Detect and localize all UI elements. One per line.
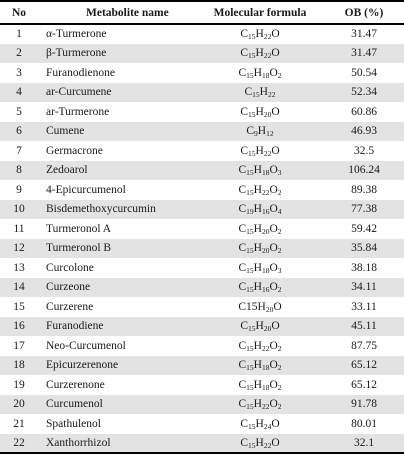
row-metabolite-name: Furanodiene <box>46 320 104 333</box>
row-no: 16 <box>13 320 25 333</box>
row-metabolite-name: Neo-Curcumenol <box>46 339 126 352</box>
formula-subscript: 22 <box>263 440 272 450</box>
header-row <box>0 1 404 24</box>
row-metabolite-name: Spathulenol <box>46 417 101 430</box>
formula-subscript: 15 <box>246 285 254 295</box>
row-ob-value: 46.93 <box>351 125 377 138</box>
formula-element: H <box>255 28 264 41</box>
row-metabolite-name: Epicurzerenone <box>46 359 119 372</box>
formula-subscript: 4 <box>277 207 282 217</box>
row-no: 8 <box>16 164 22 177</box>
formula-element: H <box>253 378 262 391</box>
formula-element: C <box>240 417 249 430</box>
formula-element: O <box>269 164 278 177</box>
formula-element: O <box>269 398 278 411</box>
formula-subscript: 20 <box>263 324 272 334</box>
table-row <box>0 24 404 44</box>
formula-element: O <box>273 300 282 313</box>
table-row <box>0 297 404 317</box>
row-metabolite-name: Cumene <box>46 125 85 138</box>
formula-subscript: 15 <box>246 226 254 236</box>
row-no: 11 <box>13 222 25 235</box>
row-no: 5 <box>16 105 22 118</box>
formula-subscript: 2 <box>277 343 282 353</box>
formula-element: C <box>238 339 247 352</box>
formula-element: H <box>259 86 268 99</box>
row-no: 4 <box>16 86 22 99</box>
row-ob-value: 32.1 <box>324 434 404 454</box>
formula-subscript: 22 <box>267 90 276 100</box>
row-ob-value: 77.38 <box>351 203 377 216</box>
formula-element: H <box>253 66 262 79</box>
formula-subscript: 15 <box>246 402 254 412</box>
formula-element: C <box>238 359 247 372</box>
formula-element: O <box>269 66 278 79</box>
row-no: 6 <box>16 125 22 138</box>
row-ob-value: 52.34 <box>351 86 377 99</box>
row-molecular-formula <box>196 375 324 395</box>
formula-subscript: 3 <box>277 265 282 275</box>
formula-subscript: 24 <box>263 421 272 431</box>
formula-element: C <box>240 28 249 41</box>
formula-subscript: 18 <box>261 265 270 275</box>
row-ob-value: 91.78 <box>351 398 377 411</box>
formula-subscript: 15 <box>248 51 256 61</box>
row-molecular-formula <box>196 200 324 220</box>
formula-subscript: 20 <box>265 304 274 314</box>
formula-subscript: 22 <box>261 187 270 197</box>
formula-subscript: 18 <box>261 168 270 178</box>
formula-element: C <box>238 378 247 391</box>
table-row <box>0 395 404 415</box>
row-molecular-formula <box>196 395 324 415</box>
formula-element: H <box>253 222 262 235</box>
table-row <box>0 414 404 434</box>
formula-subscript: 22 <box>263 51 272 61</box>
row-metabolite-name: β-Turmerone <box>46 47 107 60</box>
formula-subscript: 15 <box>246 168 254 178</box>
table-row <box>0 141 404 161</box>
formula-element: H <box>253 281 262 294</box>
formula-element: C <box>240 47 249 60</box>
formula-element: H <box>253 203 262 216</box>
row-no: 22 <box>0 434 38 454</box>
formula-element: H <box>257 125 267 138</box>
formula-subscript: 15 <box>246 363 254 373</box>
row-ob-value: 80.01 <box>351 417 377 430</box>
row-ob-value: 87.75 <box>351 339 377 352</box>
formula-subscript: 2 <box>277 226 282 236</box>
formula-subscript: 2 <box>277 382 282 392</box>
formula-subscript: 16 <box>261 207 270 217</box>
formula-element: C <box>240 144 249 157</box>
formula-element: H <box>255 47 264 60</box>
formula-element: H <box>255 105 264 118</box>
row-molecular-formula <box>196 278 324 298</box>
row-molecular-formula <box>196 258 324 278</box>
formula-subscript: 22 <box>263 32 272 42</box>
row-no: 1 <box>16 28 22 41</box>
formula-element: O <box>271 417 280 430</box>
table-row <box>0 336 404 356</box>
row-molecular-formula <box>196 317 324 337</box>
row-metabolite-name: ar-Curcumene <box>46 86 112 99</box>
row-ob-value: 106.24 <box>348 164 380 177</box>
table-row <box>0 200 404 220</box>
formula-element: O <box>269 359 278 372</box>
table-row <box>0 161 404 181</box>
table-body <box>0 24 404 453</box>
formula-subscript: 15 <box>248 421 256 431</box>
row-no: 18 <box>13 359 25 372</box>
table-row <box>0 122 404 142</box>
table-row <box>0 375 404 395</box>
formula-element: C <box>238 261 247 274</box>
table-row <box>0 317 404 337</box>
formula-subscript: 15 <box>246 187 254 197</box>
table-row <box>0 258 404 278</box>
formula-subscript: 2 <box>277 246 282 256</box>
formula-subscript: 2 <box>277 285 282 295</box>
row-molecular-formula <box>196 239 324 259</box>
formula-subscript: 22 <box>261 343 270 353</box>
formula-element: O <box>271 105 280 118</box>
table-row <box>0 63 404 83</box>
formula-element: O <box>269 242 278 255</box>
row-metabolite-name: Turmeronol A <box>46 222 112 235</box>
formula-element: C <box>246 125 255 138</box>
formula-subscript: 12 <box>266 129 274 139</box>
header-ob: OB (%) <box>324 1 404 24</box>
formula-element: O <box>271 47 280 60</box>
formula-subscript: 22 <box>261 402 270 412</box>
row-ob-value: 50.54 <box>351 66 377 79</box>
row-molecular-formula <box>196 180 324 200</box>
formula-subscript: 20 <box>263 109 272 119</box>
row-metabolite-name: Zedoarol <box>46 164 88 177</box>
row-molecular-formula <box>196 219 324 239</box>
formula-subscript: 22 <box>263 148 272 158</box>
row-metabolite-name: Furanodienone <box>46 66 115 79</box>
formula-subscript: 15 <box>246 265 254 275</box>
formula-subscript: 3 <box>277 168 282 178</box>
formula-element: C <box>240 436 249 449</box>
formula-element: O <box>269 261 278 274</box>
formula-subscript: 2 <box>277 402 282 412</box>
row-metabolite-name: Curzerenone <box>46 378 105 391</box>
formula-element: C <box>238 398 247 411</box>
row-no: 20 <box>13 398 25 411</box>
header-no: No <box>0 1 38 24</box>
row-ob-value: 65.12 <box>351 378 377 391</box>
row-no: 9 <box>16 183 22 196</box>
row-metabolite-name: α-Turmerone <box>46 28 107 41</box>
formula-subscript: 15 <box>248 148 256 158</box>
row-no: 21 <box>13 417 25 430</box>
formula-subscript: 20 <box>261 226 270 236</box>
formula-subscript: 2 <box>277 363 282 373</box>
formula-element: H <box>255 144 264 157</box>
formula-subscript: 15 <box>248 109 256 119</box>
formula-element: C <box>238 183 247 196</box>
table-row <box>0 434 404 454</box>
table-row <box>0 219 404 239</box>
row-molecular-formula <box>196 24 324 44</box>
formula-element: O <box>269 281 278 294</box>
row-ob-value: 59.42 <box>351 222 377 235</box>
row-molecular-formula <box>196 414 324 434</box>
row-molecular-formula <box>196 44 324 64</box>
formula-element: H <box>253 261 262 274</box>
formula-subscript: 20 <box>261 246 270 256</box>
formula-subscript: 15 <box>246 70 254 80</box>
formula-element: H <box>255 436 264 449</box>
row-ob-value: 33.11 <box>351 300 377 313</box>
row-metabolite-name: 4-Epicurcumenol <box>46 183 126 196</box>
table-row <box>0 278 404 298</box>
row-metabolite-name: Turmeronol B <box>46 242 112 255</box>
row-metabolite-name: Bisdemethoxycurcumin <box>46 203 156 216</box>
row-ob-value: 31.47 <box>351 47 377 60</box>
row-metabolite-name: Curcolone <box>46 261 94 274</box>
formula-element: O <box>271 436 280 449</box>
formula-element: C <box>240 320 249 333</box>
row-ob-value: 35.84 <box>351 242 377 255</box>
formula-element: O <box>271 144 280 157</box>
formula-subscript: 16 <box>261 285 270 295</box>
table-row <box>0 83 404 103</box>
formula-element: C <box>238 222 247 235</box>
formula-subscript: 15 <box>246 246 254 256</box>
row-no: 2 <box>16 47 22 60</box>
formula-subscript: 18 <box>261 363 270 373</box>
row-molecular-formula <box>196 102 324 122</box>
formula-element: O <box>269 378 278 391</box>
row-metabolite-name: Curcumenol <box>46 398 103 411</box>
formula-subscript: 9 <box>254 129 258 139</box>
row-ob-value: 31.47 <box>351 28 377 41</box>
formula-element: O <box>271 320 280 333</box>
row-ob-value: 45.11 <box>351 320 377 333</box>
table-header <box>0 1 404 24</box>
row-no: 13 <box>13 261 25 274</box>
row-metabolite-name: Curzeone <box>46 281 91 294</box>
formula-element: C <box>238 242 247 255</box>
formula-subscript: 15 <box>246 343 254 353</box>
formula-subscript: 15 <box>248 324 256 334</box>
formula-subscript: 19 <box>246 207 254 217</box>
table-row <box>0 44 404 64</box>
row-no: 3 <box>16 66 22 79</box>
row-ob-value: 34.11 <box>351 281 377 294</box>
formula-element: H <box>253 164 262 177</box>
row-no: 7 <box>16 144 22 157</box>
formula-element: H <box>255 417 264 430</box>
formula-element: O <box>269 339 278 352</box>
formula-element: C <box>238 66 247 79</box>
formula-element: H <box>253 398 262 411</box>
row-molecular-formula <box>196 297 324 317</box>
formula-element: O <box>271 28 280 41</box>
formula-element: H <box>253 339 262 352</box>
row-no: 17 <box>13 339 25 352</box>
header-molecular-formula: Molecular formula <box>196 1 324 24</box>
row-molecular-formula <box>196 63 324 83</box>
row-metabolite-name: ar-Turmerone <box>46 105 110 118</box>
row-metabolite-name: Xanthorrhizol <box>38 434 196 454</box>
formula-subscript: 18 <box>261 70 270 80</box>
formula-subscript: 15 <box>248 32 256 42</box>
row-no: 19 <box>13 378 25 391</box>
row-molecular-formula <box>196 434 324 454</box>
formula-subscript: 15 <box>252 90 260 100</box>
formula-element: O <box>269 222 278 235</box>
row-molecular-formula <box>196 161 324 181</box>
formula-element: H <box>253 183 262 196</box>
formula-subscript: 15 <box>248 440 256 450</box>
formula-element: H <box>253 242 262 255</box>
table-row <box>0 180 404 200</box>
formula-element: C <box>238 281 247 294</box>
header-metabolite-name: Metabolite name <box>38 1 196 24</box>
row-ob-value: 89.38 <box>351 183 377 196</box>
formula-element: O <box>269 203 278 216</box>
table-row <box>0 102 404 122</box>
formula-subscript: 18 <box>261 382 270 392</box>
row-no: 12 <box>13 242 25 255</box>
formula-subscript: 2 <box>277 187 282 197</box>
formula-subscript: 2 <box>277 70 282 80</box>
formula-element: C <box>238 203 247 216</box>
row-no: 14 <box>13 281 25 294</box>
table-row <box>0 239 404 259</box>
row-ob-value: 60.86 <box>351 105 377 118</box>
formula-element: H <box>255 320 264 333</box>
row-molecular-formula <box>196 83 324 103</box>
row-metabolite-name: Curzerene <box>46 300 94 313</box>
row-ob-value: 65.12 <box>351 359 377 372</box>
row-metabolite-name: Germacrone <box>46 144 103 157</box>
row-molecular-formula <box>196 141 324 161</box>
formula-subscript: 15 <box>246 382 254 392</box>
row-molecular-formula <box>196 122 324 142</box>
row-molecular-formula <box>196 356 324 376</box>
formula-element: C <box>238 164 247 177</box>
row-ob-value: 32.5 <box>353 144 375 157</box>
row-no: 15 <box>13 300 25 313</box>
table-row <box>0 356 404 376</box>
row-ob-value: 38.18 <box>351 261 377 274</box>
row-no: 10 <box>13 203 25 216</box>
formula-element: O <box>269 183 278 196</box>
formula-element: C <box>244 86 253 99</box>
formula-element: H <box>253 359 262 372</box>
formula-element: C <box>240 105 249 118</box>
row-molecular-formula <box>196 336 324 356</box>
formula-element: C15H <box>238 300 266 313</box>
